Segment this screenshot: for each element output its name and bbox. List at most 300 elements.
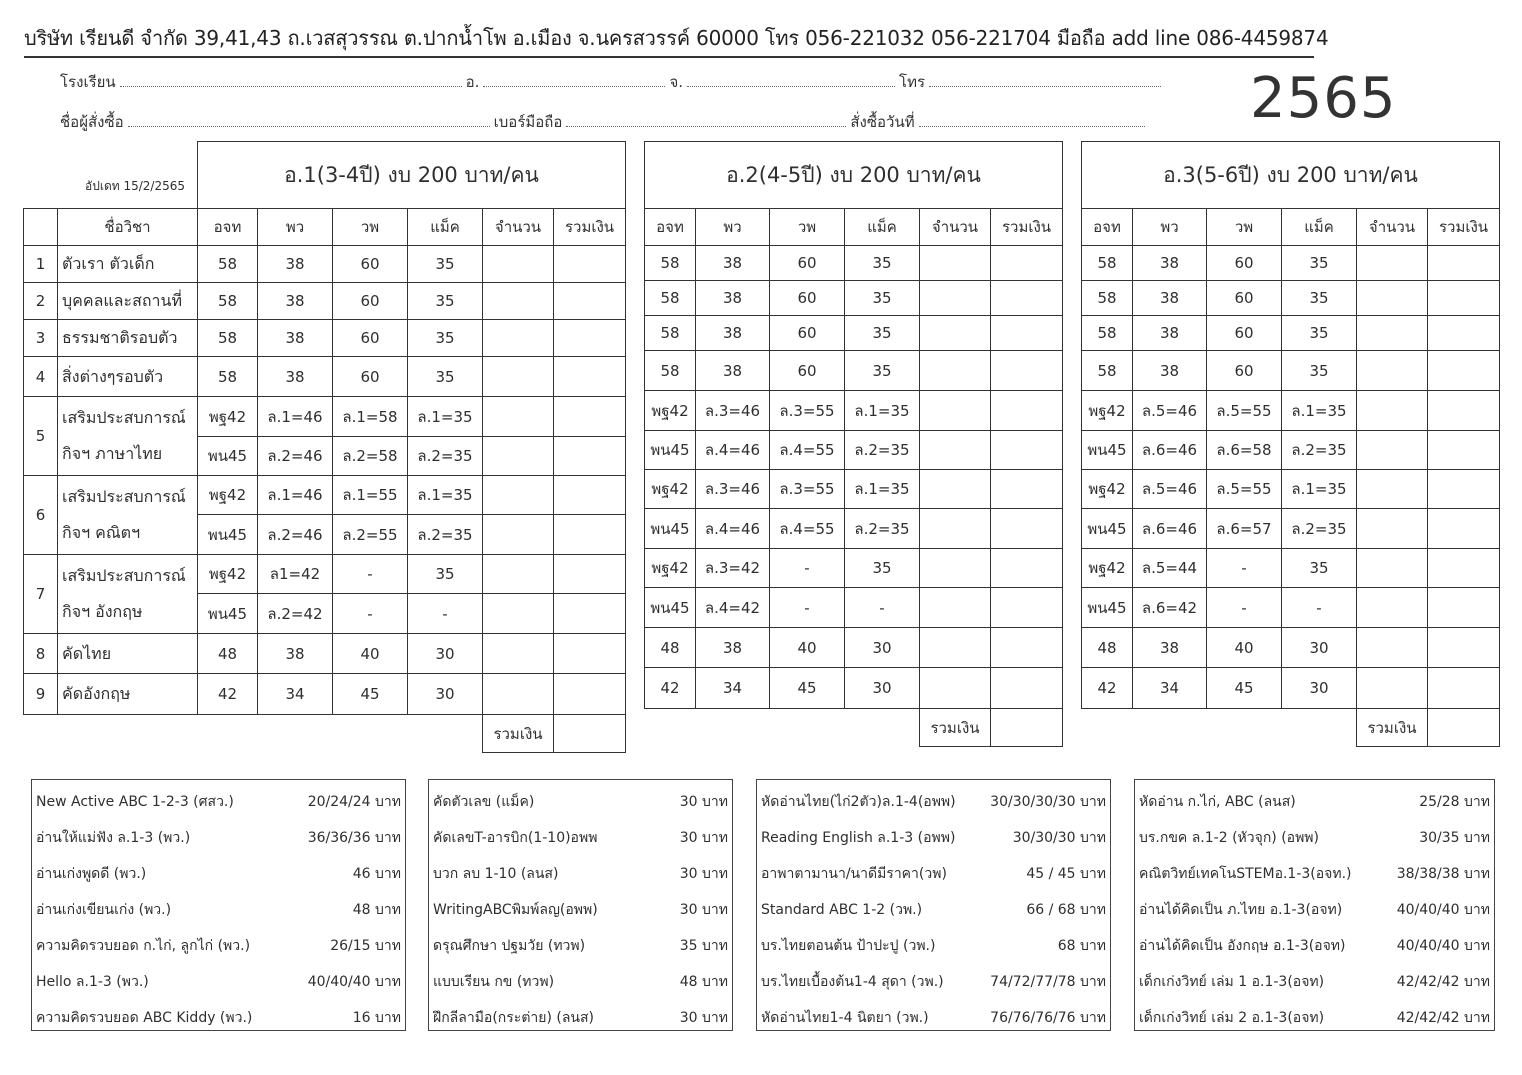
quantity-cell[interactable] [1357,509,1428,549]
price-cell: พฐ42 [645,391,696,431]
subtotal-cell[interactable] [1428,281,1500,316]
mobile-label: เบอร์มือถือ [493,113,563,131]
book-price: 30/35 บาท [1419,830,1490,846]
book-title: Hello ล.1-3 (พว.) [36,974,149,990]
table-row [645,470,1063,509]
price-cell: ล.6=46 [1133,431,1207,470]
order-table-level-2 [644,141,1063,747]
book-title: อาพาตามานา/นาดีมีราคา(วพ) [761,866,947,882]
subject-name-line: สิ่งต่างๆรอบตัว [62,366,164,386]
price-cell: 35 [1282,316,1357,351]
company-header: บริษัท เรียนดี จำกัด 39,41,43 ถ.เวสสุวรรณ ต.ปากน้ำโพ อ.เมือง จ.นครสวรรค์ 60000 โทร 056-221032 056-221704 มือถือ add line 086-4459874 [24,22,1314,58]
price-cell: 45 [770,668,845,709]
quantity-cell[interactable] [920,281,991,316]
price-cell: ล.6=42 [1133,588,1207,628]
book-price: 48 บาท [679,974,728,990]
column-header: วพ [333,209,408,246]
buyer-label: ชื่อผู้สั่งซื้อ [60,113,124,131]
subtotal-cell[interactable] [554,594,626,634]
book-list-4 [1134,779,1495,1031]
price-cell: 60 [770,281,845,316]
book-price: 76/76/76/76 บาท [990,1010,1106,1026]
column-header: วพ [1207,209,1282,246]
price-cell: 58 [1082,246,1133,281]
price-cell: 38 [1133,316,1207,351]
price-cell: 58 [198,320,258,357]
book-title: ดรุณศึกษา ปฐมวัย (ทวพ) [433,938,586,954]
book-item [1139,1000,1490,1036]
book-item [1139,964,1490,1000]
book-item [1139,856,1490,892]
quantity-cell[interactable] [920,391,991,431]
price-cell: ล.5=46 [1133,470,1207,509]
price-cell: 60 [333,283,408,320]
price-cell: 42 [1082,668,1133,709]
price-cell: 35 [845,316,920,351]
price-cell: ล.1=35 [408,397,483,437]
price-cell: พน45 [645,588,696,628]
book-price: 42/42/42 บาท [1396,974,1490,990]
price-cell: ล.2=35 [408,515,483,555]
subtotal-cell[interactable] [554,515,626,555]
book-price: 40/40/40 บาท [1396,938,1490,954]
subtotal-cell[interactable] [991,316,1063,351]
table-row [1082,470,1500,509]
price-cell: ล.3=46 [696,391,770,431]
subtotal-cell[interactable] [1428,668,1500,709]
mobile-field[interactable] [566,113,846,127]
subject-number: 5 [24,397,58,476]
book-item [433,784,728,820]
table-row [24,246,626,283]
subtotal-cell[interactable] [1428,351,1500,391]
subtotal-cell[interactable] [1428,316,1500,351]
subject-name [58,555,198,634]
price-cell: พฐ42 [645,470,696,509]
price-cell: 38 [1133,351,1207,391]
price-cell: 48 [1082,628,1133,668]
price-cell: 40 [1207,628,1282,668]
book-price: 30 บาท [679,866,728,882]
subject-name-line: คัดอังกฤษ [62,684,131,703]
price-cell: 35 [1282,351,1357,391]
table-row [645,588,1063,628]
price-cell: ล.6=46 [1133,509,1207,549]
update-note: อัปเดท 15/2/2565 [85,179,185,193]
price-cell: - [1282,588,1357,628]
subject-name [58,397,198,476]
table-row [24,555,626,594]
subtotal-cell[interactable] [1428,431,1500,470]
price-cell: 34 [1133,668,1207,709]
book-item [36,856,401,892]
quantity-cell[interactable] [1357,549,1428,588]
price-cell: - [408,594,483,634]
column-header: จำนวน [1357,209,1428,246]
subject-name-line: คัดไทย [62,643,112,663]
subtotal-cell[interactable] [1428,246,1500,281]
quantity-cell[interactable] [1357,628,1428,668]
subject-number: 8 [24,634,58,674]
price-cell: ล.4=46 [696,431,770,470]
price-cell: - [333,555,408,594]
price-cell: 40 [333,634,408,674]
quantity-cell[interactable] [920,588,991,628]
school-field[interactable] [120,73,462,87]
book-title: เด็กเก่งวิทย์ เล่ม 1 อ.1-3(อจท) [1139,974,1325,990]
subtotal-cell[interactable] [554,674,626,715]
subtotal-cell[interactable] [554,634,626,674]
subtotal-cell[interactable] [1428,549,1500,588]
price-cell: 35 [1282,281,1357,316]
price-cell: ล.3=42 [696,549,770,588]
quantity-cell[interactable] [483,320,554,357]
subject-number: 6 [24,476,58,555]
quantity-cell[interactable] [1357,391,1428,431]
price-cell: 35 [845,351,920,391]
subtotal-cell[interactable] [991,668,1063,709]
book-price: 30 บาท [679,830,728,846]
quantity-cell[interactable] [483,476,554,515]
price-cell: พฐ42 [1082,470,1133,509]
column-header: แม็ค [408,209,483,246]
subtotal-cell[interactable] [991,509,1063,549]
price-cell: 38 [696,316,770,351]
grand-total-cell[interactable] [991,709,1063,747]
price-cell: ล.3=55 [770,391,845,431]
price-cell: - [1207,588,1282,628]
table-row [24,476,626,515]
quantity-cell[interactable] [1357,246,1428,281]
quantity-cell[interactable] [920,470,991,509]
book-price: 30/30/30 บาท [1012,830,1106,846]
subtotal-cell[interactable] [991,470,1063,509]
subtotal-cell[interactable] [554,397,626,437]
quantity-cell[interactable] [1357,351,1428,391]
price-cell: ล.1=35 [408,476,483,515]
quantity-cell[interactable] [1357,431,1428,470]
table-row [24,357,626,397]
book-price: 74/72/77/78 บาท [990,974,1106,990]
subject-number: 1 [24,246,58,283]
quantity-cell[interactable] [920,431,991,470]
book-title: Reading English ล.1-3 (อพพ) [761,830,956,846]
price-cell: ล.1=35 [845,391,920,431]
book-item [1139,784,1490,820]
price-cell: 35 [845,281,920,316]
price-cell: 35 [408,357,483,397]
table-row [1082,246,1500,281]
book-title: เด็กเก่งวิทย์ เล่ม 2 อ.1-3(อจท) [1139,1010,1325,1026]
book-price: 66 / 68 บาท [1026,902,1106,918]
subject-name-line: เสริมประสบการณ์ [62,487,186,506]
total-label: รวมเงิน [483,715,554,753]
price-cell: 38 [696,628,770,668]
book-price: 30 บาท [679,902,728,918]
subtotal-cell[interactable] [554,437,626,476]
book-price: 68 บาท [1057,938,1106,954]
table-row [1082,431,1500,470]
province-field[interactable] [687,73,895,87]
price-cell: พน45 [1082,509,1133,549]
column-header: แม็ค [845,209,920,246]
book-price: 26/15 บาท [330,938,401,954]
book-item [433,892,728,928]
book-item [761,820,1106,856]
subtotal-cell[interactable] [1428,628,1500,668]
subtotal-cell[interactable] [554,283,626,320]
price-cell: พน45 [198,515,258,555]
table-row [24,634,626,674]
price-cell: ล.1=35 [1282,470,1357,509]
price-cell: 30 [845,668,920,709]
book-title: หัดอ่าน ก.ไก่, ABC (ลนส) [1139,794,1296,810]
book-item [36,820,401,856]
subject-number: 9 [24,674,58,715]
order-date-label: สั่งซื้อวันที่ [850,113,915,131]
price-cell: 60 [770,316,845,351]
book-title: บวก ลบ 1-10 (ลนส) [433,866,559,882]
subject-number: 2 [24,283,58,320]
column-header: รวมเงิน [1428,209,1500,246]
price-cell: พฐ42 [1082,391,1133,431]
table-row [1082,281,1500,316]
price-cell: ล.3=46 [696,470,770,509]
book-price: 16 บาท [352,1010,401,1026]
subject-name [58,357,198,397]
table-row [24,283,626,320]
price-cell: - [770,549,845,588]
book-item [36,928,401,964]
quantity-cell[interactable] [920,316,991,351]
price-cell: 60 [333,357,408,397]
table-row [645,316,1063,351]
quantity-cell[interactable] [920,246,991,281]
quantity-cell[interactable] [483,674,554,715]
column-header: อจท [198,209,258,246]
book-title: อ่านเก่งเขียนเก่ง (พว.) [36,902,172,918]
book-item [761,1000,1106,1036]
level-title: อ.3(5-6ปี) งบ 200 บาท/คน [1082,142,1500,209]
book-price: 46 บาท [352,866,401,882]
quantity-cell[interactable] [483,397,554,437]
subtotal-cell[interactable] [554,555,626,594]
quantity-cell[interactable] [1357,668,1428,709]
price-cell: 34 [258,674,333,715]
table-row [24,397,626,437]
column-header: พว [1133,209,1207,246]
subtotal-cell[interactable] [991,628,1063,668]
price-cell: 58 [1082,316,1133,351]
price-cell: 38 [258,357,333,397]
book-price: 42/42/42 บาท [1396,1010,1490,1026]
price-cell: ล.4=55 [770,431,845,470]
subtotal-cell[interactable] [554,476,626,515]
book-price: 38/38/38 บาท [1396,866,1490,882]
book-title: ความคิดรวบยอด ABC Kiddy (พว.) [36,1010,253,1026]
subtotal-cell[interactable] [991,246,1063,281]
price-cell: 42 [645,668,696,709]
price-cell: 60 [1207,351,1282,391]
price-cell: พน45 [1082,588,1133,628]
column-header: อจท [1082,209,1133,246]
price-cell: 58 [645,351,696,391]
price-cell: พน45 [198,437,258,476]
subtotal-cell[interactable] [991,588,1063,628]
grand-total-cell[interactable] [1428,709,1500,747]
subtotal-cell[interactable] [554,357,626,397]
book-item [433,928,728,964]
price-cell: 38 [1133,628,1207,668]
book-price: 40/40/40 บาท [1396,902,1490,918]
school-info-row [60,70,1165,94]
price-cell: 38 [1133,281,1207,316]
table-row [645,549,1063,588]
table-row [24,674,626,715]
subtotal-cell[interactable] [554,246,626,283]
school-label: โรงเรียน [60,73,116,91]
price-cell: 58 [645,246,696,281]
column-header: จำนวน [920,209,991,246]
price-cell: - [333,594,408,634]
book-title: แบบเรียน กข (ทวพ) [433,974,555,990]
quantity-cell[interactable] [920,509,991,549]
book-item [761,856,1106,892]
province-label: จ. [669,73,684,91]
quantity-cell[interactable] [483,634,554,674]
subtotal-cell[interactable] [554,320,626,357]
table-row [1082,588,1500,628]
quantity-cell[interactable] [1357,316,1428,351]
buyer-field[interactable] [128,113,490,127]
quantity-cell[interactable] [483,246,554,283]
book-title: หัดอ่านไทย1-4 นิตยา (วพ.) [761,1010,929,1026]
price-cell: 35 [845,549,920,588]
price-cell: พน45 [645,431,696,470]
quantity-cell[interactable] [1357,281,1428,316]
subtotal-cell[interactable] [991,391,1063,431]
book-price: 30/30/30/30 บาท [990,794,1106,810]
order-date-field[interactable] [919,113,1145,127]
year-label: 2565 [1250,66,1397,131]
subtotal-cell[interactable] [1428,470,1500,509]
subtotal-cell[interactable] [991,549,1063,588]
price-cell: ล.1=46 [258,397,333,437]
quantity-cell[interactable] [483,594,554,634]
table-row [1082,351,1500,391]
price-cell: 60 [770,246,845,281]
subtotal-cell[interactable] [1428,588,1500,628]
table-row [1082,668,1500,709]
price-cell: ล1=42 [258,555,333,594]
quantity-cell[interactable] [483,357,554,397]
subject-name-line: กิจฯ ภาษาไทย [62,444,163,463]
subject-name [58,476,198,555]
subject-name [58,246,198,283]
price-cell: ล.4=55 [770,509,845,549]
price-cell: ล.1=46 [258,476,333,515]
price-cell: ล.2=58 [333,437,408,476]
book-item [1139,892,1490,928]
subtotal-cell[interactable] [991,351,1063,391]
price-cell: ล.2=35 [408,437,483,476]
phone-field[interactable] [929,73,1161,87]
table-row [645,281,1063,316]
price-cell: ล.4=46 [696,509,770,549]
book-price: 25/28 บาท [1419,794,1490,810]
book-item [36,964,401,1000]
book-title: คัดเลขT-อารบิก(1-10)อพพ [433,830,598,846]
column-header: พว [696,209,770,246]
column-header: แม็ค [1282,209,1357,246]
quantity-cell[interactable] [483,283,554,320]
quantity-cell[interactable] [920,628,991,668]
price-cell: 40 [770,628,845,668]
quantity-cell[interactable] [483,555,554,594]
price-cell: ล.5=46 [1133,391,1207,431]
quantity-cell[interactable] [920,549,991,588]
quantity-cell[interactable] [920,668,991,709]
subtotal-cell[interactable] [1428,391,1500,431]
table-row [645,391,1063,431]
quantity-cell[interactable] [483,437,554,476]
price-cell: ล.2=35 [1282,509,1357,549]
price-cell: พน45 [645,509,696,549]
order-table-level-3 [1081,141,1500,747]
subject-header: ชื่อวิชา [58,209,198,246]
district-field[interactable] [483,73,665,87]
book-price: 40/40/40 บาท [307,974,401,990]
grand-total-cell[interactable] [554,715,626,753]
quantity-cell[interactable] [920,351,991,391]
book-title: WritingABCพิมพ์ลญ(อพพ) [433,902,598,918]
price-cell: 30 [1282,668,1357,709]
price-cell: 58 [198,283,258,320]
price-cell: - [770,588,845,628]
subject-name-line: เสริมประสบการณ์ [62,408,186,427]
price-cell: 35 [408,555,483,594]
subtotal-cell[interactable] [991,281,1063,316]
subject-name [58,283,198,320]
total-label: รวมเงิน [1357,709,1428,747]
price-cell: 60 [770,351,845,391]
price-cell: ล.2=46 [258,437,333,476]
book-title: อ่านเก่งพูดดี (พว.) [36,866,147,882]
price-cell: พฐ42 [1082,549,1133,588]
quantity-cell[interactable] [1357,470,1428,509]
subtotal-cell[interactable] [991,431,1063,470]
book-title: บร.ไทยเบื้องต้น1-4 สุดา (วพ.) [761,974,944,990]
price-cell: ล.5=55 [1207,391,1282,431]
price-cell: ล.2=35 [845,431,920,470]
price-cell: 30 [1282,628,1357,668]
quantity-cell[interactable] [1357,588,1428,628]
price-cell: ล.1=35 [845,470,920,509]
book-title: คณิตวิทย์เทคโนSTEMอ.1-3(อจท.) [1139,866,1352,882]
quantity-cell[interactable] [483,515,554,555]
price-cell: พฐ42 [198,476,258,515]
district-label: อ. [465,73,480,91]
table-row [1082,549,1500,588]
book-price: 45 / 45 บาท [1026,866,1106,882]
price-cell: 45 [333,674,408,715]
price-cell: 34 [696,668,770,709]
price-cell: 60 [1207,316,1282,351]
column-header: จำนวน [483,209,554,246]
subtotal-cell[interactable] [1428,509,1500,549]
price-cell: พน45 [198,594,258,634]
price-cell: 38 [696,246,770,281]
